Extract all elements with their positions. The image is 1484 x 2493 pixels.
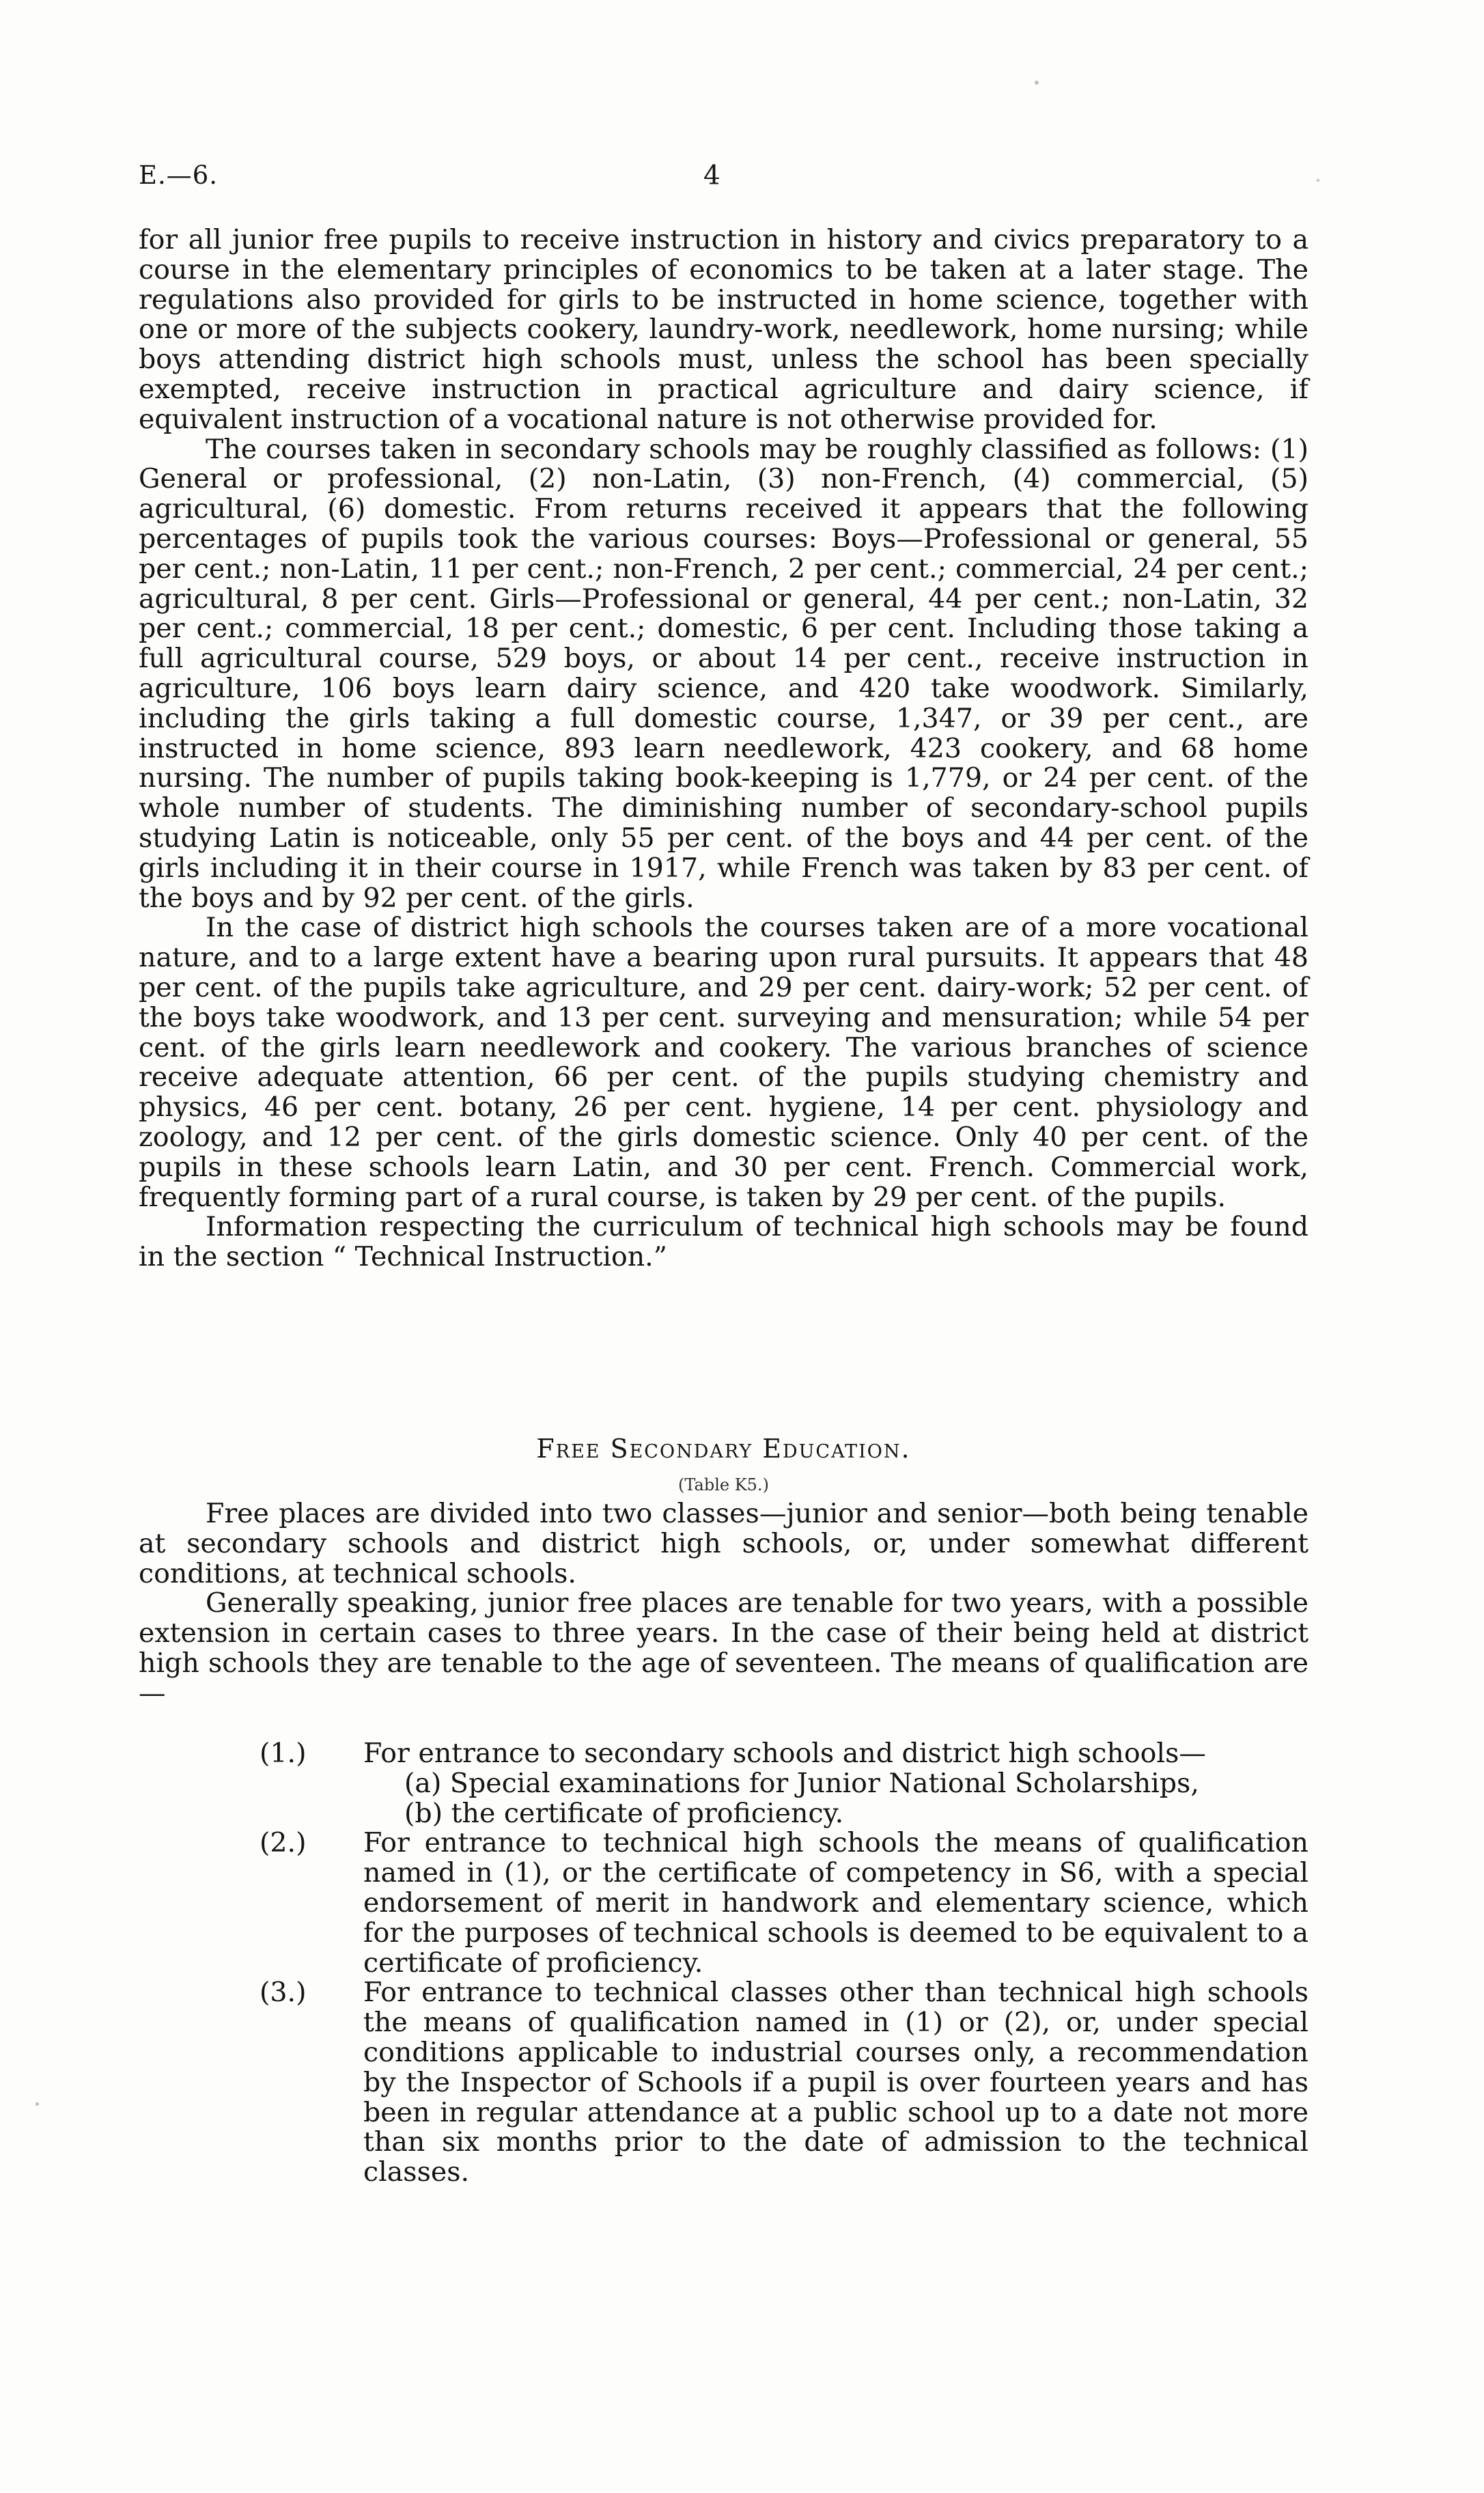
qualification-item <box>260 1978 1308 2188</box>
sub-item: (b) the certificate of proficiency. <box>404 1797 844 1829</box>
qualification-item <box>260 1828 1308 1978</box>
section-table-reference: (Table K5.) <box>678 1475 769 1494</box>
body-text-top <box>139 225 1308 1272</box>
item-number: (3.) <box>260 1977 307 2009</box>
sub-item: (a) Special examinations for Junior National Scholarships, <box>404 1767 1199 1799</box>
section-heading: Free Secondary Education. <box>536 1434 911 1464</box>
qualification-list <box>260 1739 1308 2188</box>
print-speck <box>36 2102 39 2106</box>
item-text: For entrance to technical high schools the means of qualification named in (1), or the certificate of competency in S6, with a special endorsement of merit in handwork and elementary science, which for the purposes of technical schools is deemed to be equivalent to a certificate of proficiency. <box>363 1827 1308 1979</box>
paragraph-technical-reference: Information respecting the curriculum of technical high schools may be found in the section “ Technical Instruction.” <box>139 1211 1308 1273</box>
item-text: For entrance to technical classes other than technical high schools the means of qualification named in (1) or (2), or, under special conditions applicable to industrial courses only, a recommendation by the Inspector of Schools if a pupil is over fourteen years and has been in regular attendance at a public school up to a date not more than six months prior to the date of admission to the technical classes. <box>363 1977 1308 2188</box>
qualification-item <box>260 1739 1308 1828</box>
body-text-bottom <box>139 1499 1308 1709</box>
print-speck <box>1317 179 1319 182</box>
paragraph-curriculum-continued: for all junior free pupils to receive instruction in history and civics preparatory to a course in the elementary principles of economics to be taken at a later stage. The regulations also provided for girls to be instructed in home science, together with one or more of the subjects cookery, laundry-work, needlework, home nursing; while boys attending district high schools must, unless the school has been specially exempted, receive instruction in practical agriculture and dairy science, if equivalent instruction of a vocational nature is not otherwise provided for. <box>139 224 1308 435</box>
paragraph-free-places: Free places are divided into two classes—junior and senior—both being tenable at secondary schools and district high schools, or, under somewhat different conditions, at technical schools. <box>139 1498 1308 1589</box>
paragraph-junior-free-places: Generally speaking, junior free places are tenable for two years, with a possible extension in certain cases to three years. In the case of their being held at district high schools they are tenable to the age of seventeen. The means of qualification are— <box>139 1587 1308 1709</box>
paragraph-secondary-courses: The courses taken in secondary schools may be roughly classified as follows: (1) General or professional, (2) non-Latin, (3) non-French, (4) commercial, (5) agricultural, (6) domestic. From returns received it appears that the following percentages of pupils took the various courses: Boys—Professional or general, 55 per cent.; non-Latin, 11 per cent.; non-French, 2 per cent.; commercial, 24 per cent.; agricultural, 8 per cent. Girls—Professional or general, 44 per cent.; non-Latin, 32 per cent.; commercial, 18 per cent.; domestic, 6 per cent. Including those taking a full agricultural course, 529 boys, or about 14 per cent., receive instruction in agriculture, 106 boys learn dairy science, and 420 take woodwork. Similarly, including the girls taking a full domestic course, 1,347, or 39 per cent., are instructed in home science, 893 learn needlework, 423 cookery, and 68 home nursing. The number of pupils taking book-keeping is 1,779, or 24 per cent. of the whole number of students. The diminishing number of secondary-school pupils studying Latin is noticeable, only 55 per cent. of the boys and 44 per cent. of the girls including it in their course in 1917, while French was taken by 83 per cent. of the boys and by 92 per cent. of the girls. <box>139 433 1308 914</box>
page-number: 4 <box>703 161 720 191</box>
item-number: (1.) <box>260 1738 307 1769</box>
item-text: For entrance to secondary schools and district high schools— <box>363 1738 1206 1769</box>
item-number: (2.) <box>260 1827 307 1859</box>
print-speck <box>1035 81 1039 85</box>
paragraph-district-high-schools: In the case of district high schools the courses taken are of a more vocational nature, and to a large extent have a bearing upon rural pursuits. It appears that 48 per cent. of the pupils take agriculture, and 29 per cent. dairy-work; 52 per cent. of the boys take woodwork, and 13 per cent. surveying and mensuration; while 54 per cent. of the girls learn needlework and cookery. The various branches of science receive adequate attention, 66 per cent. of the pupils studying chemistry and physics, 46 per cent. botany, 26 per cent. hygiene, 14 per cent. physiology and zoology, and 12 per cent. of the girls domestic science. Only 40 per cent. of the pupils in these schools learn Latin, and 30 per cent. French. Commercial work, frequently forming part of a rural course, is taken by 29 per cent. of the pupils. <box>139 912 1308 1213</box>
document-reference: E.—6. <box>139 161 219 190</box>
